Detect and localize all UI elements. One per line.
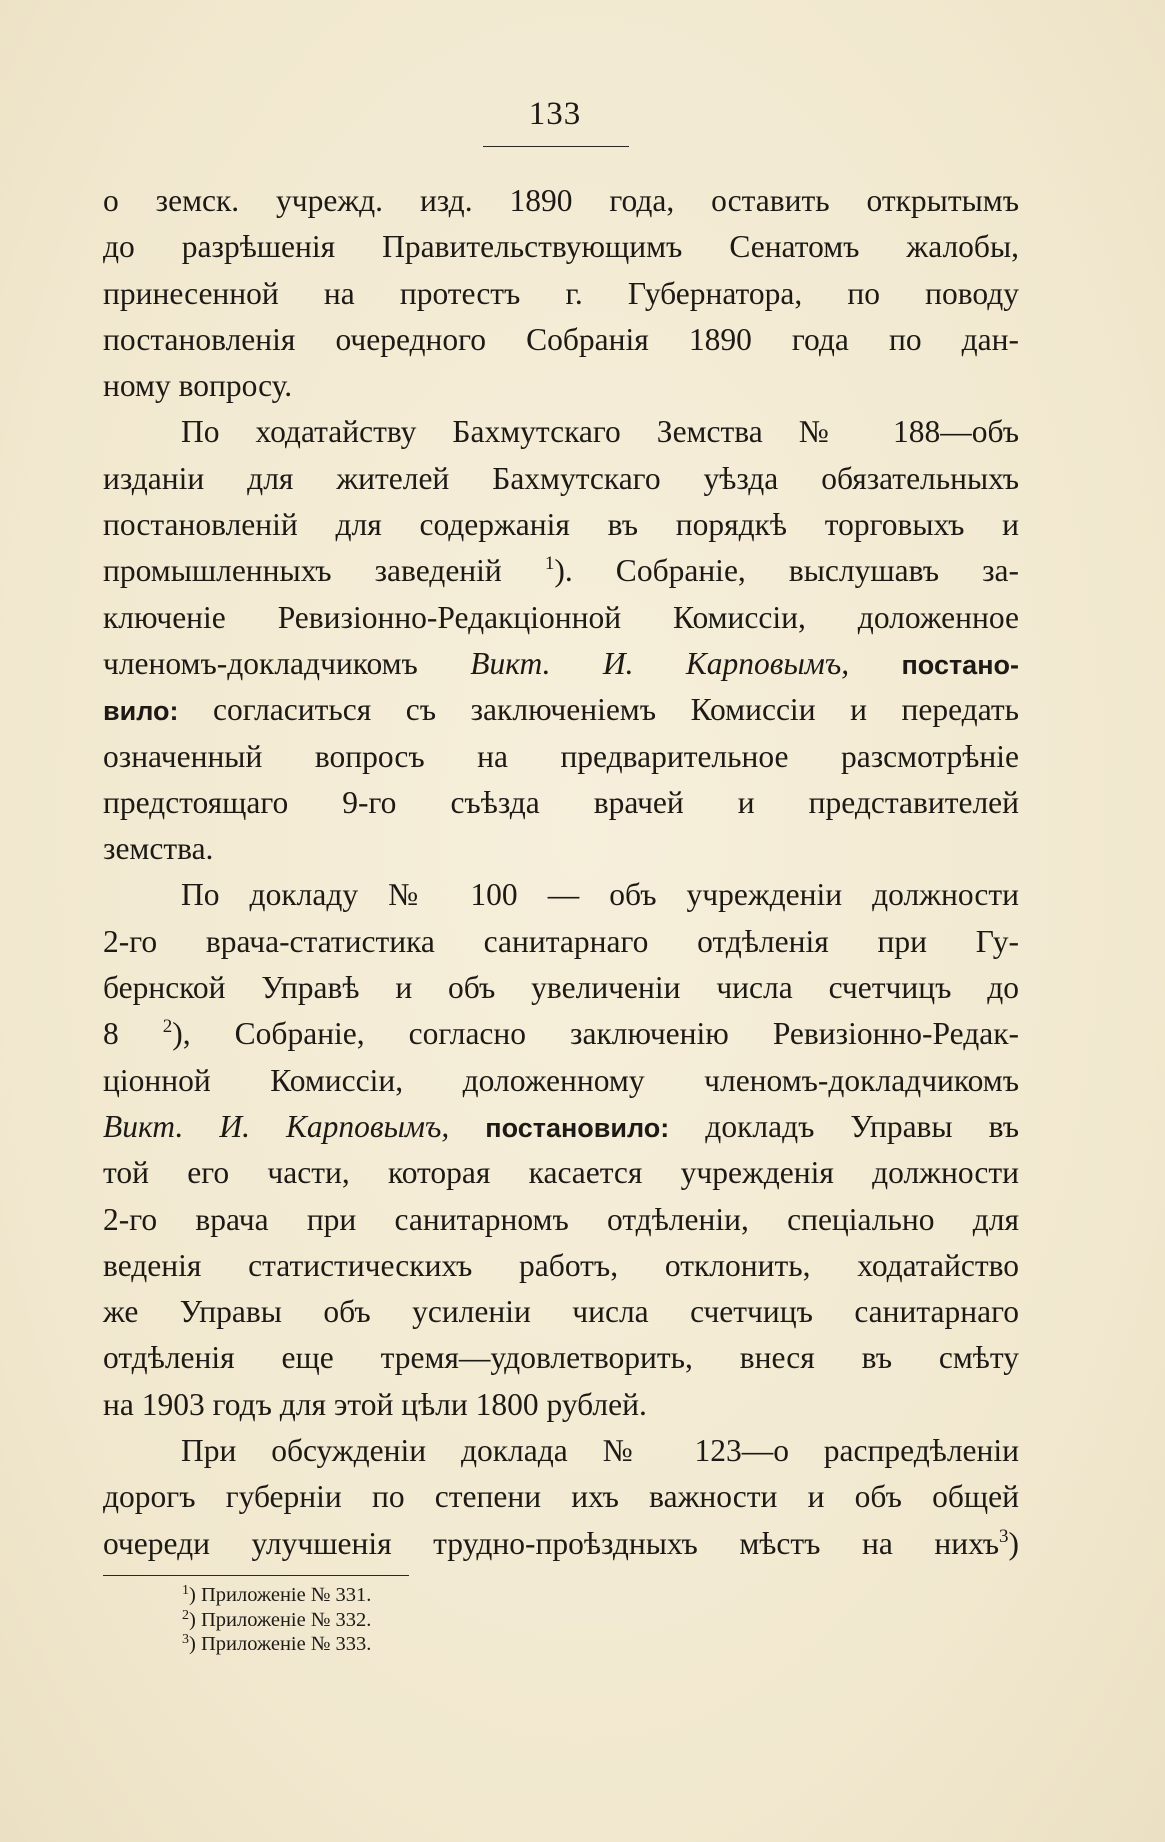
footnote-mark: 3	[182, 1632, 189, 1647]
footnote-mark: 2	[182, 1607, 189, 1623]
text-segment: о земск. учрежд. изд. 1890 года, оставить открытымъ	[103, 183, 1019, 218]
text-segment: той его части, которая касается учрежденія должности	[103, 1155, 1019, 1191]
body-text	[103, 178, 1019, 1567]
text-segment: 2-го врача при санитарномъ отдѣленіи, спеціально для	[103, 1201, 1019, 1237]
footnote-rule	[103, 1575, 409, 1576]
text-line	[103, 734, 1019, 780]
text-segment: По докладу № 100 — объ учрежденіи должности	[181, 877, 1019, 913]
text-line	[103, 1011, 1019, 1057]
text-line	[103, 1104, 1019, 1150]
text-line	[103, 271, 1019, 317]
text-segment: докладъ Управы въ	[669, 1108, 1020, 1144]
text-segment: согласиться съ заключеніемъ Комиссіи и передать	[178, 692, 1019, 728]
text-segment: принесенной на протестъ г. Губернатора, по поводу	[103, 275, 1019, 311]
text-line	[103, 826, 1019, 872]
text-segment: членомъ-докладчикомъ	[103, 645, 471, 681]
text-line	[103, 1197, 1019, 1243]
footnote	[182, 1632, 682, 1657]
resolution-keyword: постано-	[901, 649, 1019, 680]
text-line	[103, 1382, 1019, 1428]
text-line	[103, 1243, 1019, 1289]
text-line	[103, 965, 1019, 1011]
text-segment: 2-го врача-статистика санитарнаго отдѣленія при Гу-	[103, 923, 1019, 959]
text-line	[103, 317, 1019, 363]
resolution-keyword: вило:	[103, 696, 179, 727]
text-segment	[449, 1109, 485, 1144]
text-line	[103, 919, 1019, 965]
text-segment: ключеніе Ревизіонно-Редакціонной Комиссіи, доложенное	[103, 599, 1019, 635]
text-segment: земства.	[103, 831, 214, 867]
text-segment: постановленій для содержанія въ порядкѣ торговыхъ и	[103, 507, 1019, 543]
text-segment: )	[1008, 1525, 1019, 1561]
text-segment: очереди улучшенія трудно-проѣздныхъ мѣстъ на нихъ	[103, 1525, 999, 1561]
text-line	[103, 1058, 1019, 1104]
text-line	[103, 1289, 1019, 1335]
footnote	[182, 1583, 682, 1608]
text-segment: ному вопросу.	[103, 368, 293, 404]
text-segment	[849, 646, 901, 681]
footnote-text: ) Приложеніе № 333.	[189, 1633, 372, 1655]
text-line	[103, 1521, 1019, 1567]
resolution-keyword: постановило:	[485, 1112, 670, 1143]
text-line	[103, 687, 1019, 733]
text-line	[103, 363, 1019, 409]
text-segment: промышленныхъ заведеній	[103, 553, 545, 589]
text-segment: ). Собраніе, выслушавъ за-	[554, 553, 1019, 589]
text-segment: веденія статистическихъ работъ, отклонить, ходатайство	[103, 1247, 1019, 1283]
text-line	[103, 1474, 1019, 1520]
text-line	[103, 641, 1019, 687]
text-line	[103, 780, 1019, 826]
text-segment: же Управы объ усиленіи числа счетчицъ санитарнаго	[103, 1294, 1019, 1330]
footnote	[182, 1608, 682, 1633]
text-segment: дорогъ губерніи по степени ихъ важности и объ общей	[103, 1479, 1019, 1515]
text-segment: При обсужденіи доклада № 123—о распредѣленіи	[181, 1433, 1019, 1469]
text-segment: ціонной Комиссіи, доложенному членомъ-докладчикомъ	[103, 1062, 1019, 1098]
text-segment: отдѣленія еще тремя—удовлетворить, внеся въ смѣту	[103, 1340, 1019, 1376]
text-line	[103, 872, 1019, 918]
text-segment: означенный вопросъ на предварительное разсмотрѣніе	[103, 738, 1019, 774]
text-line	[103, 409, 1019, 455]
text-segment: По ходатайству Бахмутскаго Земства № 188—объ	[181, 414, 1019, 450]
text-line	[103, 178, 1019, 224]
footnote-text: ) Приложеніе № 331.	[189, 1584, 372, 1606]
footnote-ref-3[interactable]: 3	[999, 1525, 1009, 1547]
text-line	[103, 224, 1019, 270]
header-rule	[483, 146, 629, 147]
footnote-ref-1[interactable]: 1	[544, 553, 555, 575]
text-line	[103, 502, 1019, 548]
text-segment: бернской Управѣ и объ увеличеніи числа счетчицъ до	[103, 970, 1019, 1006]
page-number: 133	[528, 96, 582, 132]
text-line	[103, 595, 1019, 641]
text-segment: постановленія очередного Собранія 1890 года по дан-	[103, 321, 1019, 357]
footnote-text: ) Приложеніе № 332.	[189, 1608, 372, 1631]
text-line	[103, 1335, 1019, 1381]
footnotes	[182, 1583, 682, 1657]
text-segment: изданіи для жителей Бахмутскаго уѣзда обязательныхъ	[103, 460, 1019, 496]
text-segment: на 1903 годъ для этой цѣли 1800 рублей.	[103, 1386, 647, 1422]
text-line	[103, 1150, 1019, 1196]
text-line	[103, 548, 1019, 594]
text-segment: предстоящаго 9-го съѣзда врачей и представителей	[103, 784, 1019, 820]
text-segment: ), Собраніе, согласно заключенію Ревизіонно-Редак-	[172, 1016, 1020, 1052]
name-italic: Викт. И. Карповымъ,	[103, 1108, 450, 1144]
text-line	[103, 456, 1019, 502]
text-segment: 8	[103, 1016, 163, 1052]
footnote-ref-2[interactable]: 2	[162, 1016, 173, 1038]
name-italic: Викт. И. Карповымъ,	[470, 645, 850, 681]
footnote-mark: 1	[182, 1583, 189, 1598]
text-line	[103, 1428, 1019, 1474]
text-segment: до разрѣшенія Правительствующимъ Сенатомъ жалобы,	[103, 229, 1019, 265]
